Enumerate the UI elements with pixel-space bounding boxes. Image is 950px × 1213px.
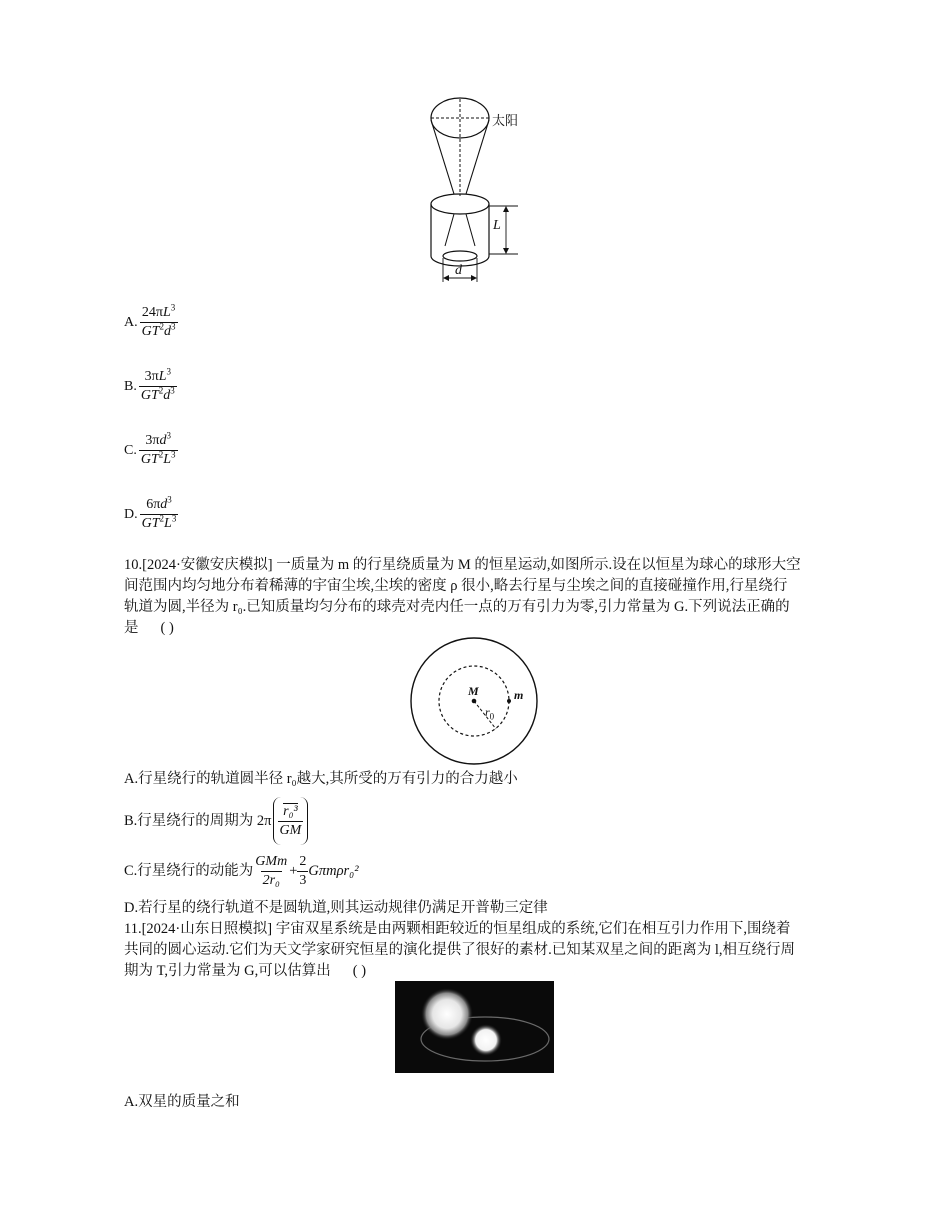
q9-option-c: C. $\frac{3\pi d^3}{GT^2L^3}$: [124, 430, 176, 467]
q10-option-d: D.若行星的绕行轨道不是圆轨道,则其运动规律仍满足开普勒三定律: [124, 900, 548, 916]
m-label: m: [514, 688, 524, 702]
optC-fraction-2: $\frac{2}{3}$: [299, 854, 307, 888]
q10-option-b: B.行星绕行的周期为 2π $\frac{\text{r₀³}}{GM}$: [124, 797, 308, 845]
q11-line-3: 期为 T,引力常量为 G,可以估算出 ( ): [124, 961, 829, 982]
q10-option-a: A.行星绕行的轨道圆半径 r₀越大,其所受的万有引力的合力越小: [124, 771, 518, 787]
M-label: M: [468, 684, 479, 698]
cylinder-top: [431, 194, 489, 214]
large-star: [421, 988, 473, 1040]
answer-paren: ( ): [352, 963, 367, 979]
optB-numerator: r₀³: [283, 803, 298, 819]
planet-dot: [507, 699, 511, 703]
q9-option-b: B. $\frac{3\pi L^3}{GT^2d^3}$: [124, 366, 175, 403]
q11-option-a: A.双星的质量之和: [124, 1094, 240, 1110]
q10-line-2: 间范围内均匀地分布着稀薄的宇宙尘埃,尘埃的密度 ρ 很小,略去行星与尘埃之间的直接碰撞作用,行星绕行: [124, 578, 788, 594]
d-label: d: [455, 263, 462, 278]
image-ring: [443, 251, 477, 261]
sqrt-expression: [273, 797, 309, 845]
answer-paren: ( ): [160, 620, 174, 636]
q10-stem: [124, 555, 829, 639]
q9-option-a: A. $\frac{24\pi L^3}{GT^2d^3}$: [124, 302, 176, 339]
q10-option-c: C.行星绕行的动能为 $\frac{\text{GMm}}{\text{2r₀}}$ + $\frac{2}{3}$ Gπmρr₀²: [124, 854, 359, 888]
q11-stem: [124, 919, 829, 982]
optB-denominator: GM: [279, 822, 302, 838]
q11-line-1: 11.[2024·山东日照模拟] 宇宙双星系统是由两颗相距较近的恒星组成的系统,它们在相互引力作用下,围绕着: [124, 921, 791, 937]
sun-label: 太阳: [492, 114, 519, 129]
q9-option-d: D. $\frac{6\pi d^3}{GT^2L^3}$: [124, 494, 177, 531]
r0-label: $r_0$: [485, 705, 495, 722]
q10-line-4: 是 ( ): [124, 618, 829, 639]
q10-line-3: 轨道为圆,半径为 r₀.已知质量均匀分布的球壳对壳内任一点的万有引力为零,引力常量为 G.下列说法正确的: [124, 599, 790, 615]
small-star: [470, 1024, 502, 1056]
binary-star-photo: [395, 981, 554, 1073]
q11-line-2: 共同的圆心运动.它们为天文学家研究恒星的演化提供了很好的素材.已知某双星之间的距离为 l,相互绕行周: [124, 942, 796, 958]
L-label: L: [493, 218, 501, 233]
q10-line-1: 10.[2024·安徽安庆模拟] 一质量为 m 的行星绕质量为 M 的恒星运动,如图所示.设在以恒星为球心的球形大空: [124, 557, 801, 573]
optC-fraction-1: $\frac{\text{GMm}}{\text{2r₀}}$: [255, 854, 288, 888]
